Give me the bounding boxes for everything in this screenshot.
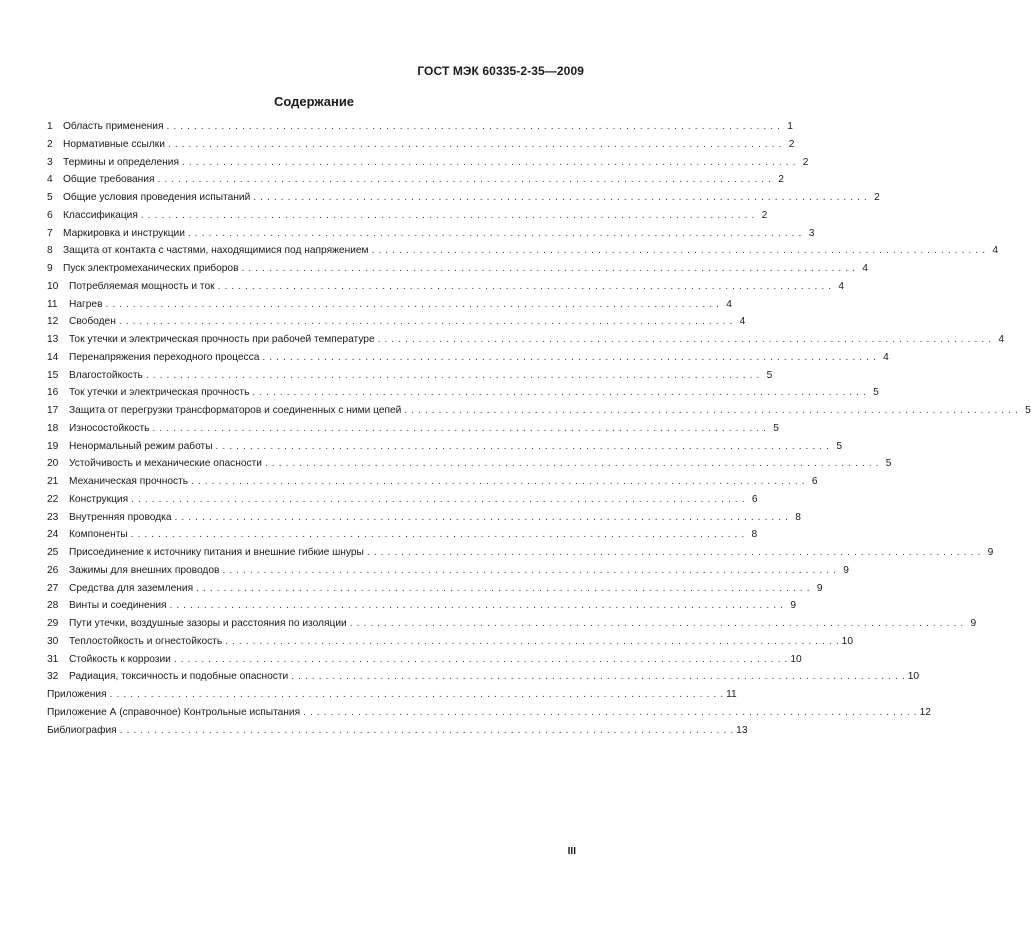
toc-entry-label: Свободен: [69, 316, 116, 328]
toc-entry-number: 21: [47, 476, 59, 487]
toc-entry-page: 10: [790, 653, 802, 665]
toc-dot-leader: [367, 547, 980, 558]
toc-dot-leader: [265, 458, 878, 469]
toc-entry-page: 5: [885, 458, 892, 470]
toc-entry-label: Маркировка и инструкции: [63, 227, 185, 239]
toc-entry-page: 11: [726, 689, 737, 700]
toc-dot-leader: [110, 689, 723, 700]
toc-entry: [47, 316, 746, 334]
toc-entry-number: 27: [47, 582, 59, 594]
toc-entry-label: Влагостойкость: [69, 369, 143, 381]
toc-entry-label: Радиация, токсичность и подобные опасности: [69, 671, 289, 683]
toc-entry: [47, 351, 889, 370]
toc-entry-number: 7: [47, 227, 53, 239]
toc-entry-number: 3: [47, 156, 53, 168]
toc-dot-leader: [119, 316, 732, 327]
toc-entry: [47, 582, 823, 601]
toc-dot-leader: [303, 707, 916, 718]
toc-entry-label: Теплостойкость и огнестойкость: [69, 635, 223, 647]
toc-entry: [47, 618, 977, 636]
toc-entry-label: Компоненты: [69, 529, 128, 541]
toc-entry-number: 28: [47, 600, 59, 612]
toc-entry-number: 25: [47, 547, 59, 558]
toc-entry: [47, 600, 796, 618]
toc-dot-leader: [152, 423, 765, 434]
toc-entry-number: 23: [47, 511, 59, 523]
toc-entry-label: Внутренняя проводка: [69, 511, 172, 523]
toc-entry-page: 2: [761, 209, 768, 221]
toc-dot-leader: [170, 600, 783, 611]
toc-entry: [47, 209, 768, 228]
toc-dot-leader: [191, 476, 804, 487]
toc-entry-page: 3: [808, 227, 815, 239]
toc-dot-leader: [166, 121, 779, 132]
toc-entry-label: Пути утечки, воздушные зазоры и расстояния по изоляции: [69, 618, 347, 629]
toc-entry: [47, 156, 809, 175]
toc-entry-label: Механическая прочность: [69, 476, 189, 487]
toc-dot-leader: [216, 441, 829, 452]
toc-entry-number: 12: [47, 316, 59, 328]
toc-dot-leader: [120, 725, 733, 736]
toc-dot-leader: [242, 263, 855, 274]
toc-entry-page: 5: [766, 369, 773, 381]
toc-entry-number: 14: [47, 351, 59, 363]
toc-entry-page: 1: [787, 121, 793, 132]
toc-entry-number: 31: [47, 653, 59, 665]
toc-entry-number: 4: [47, 174, 53, 186]
toc-entry: [47, 724, 748, 743]
toc-entry: [47, 706, 931, 725]
toc-dot-leader: [141, 210, 754, 221]
toc-entry-number: 17: [47, 405, 59, 416]
toc-entry-label: Защита от контакта с частями, находящимися под напряжением: [63, 245, 369, 257]
toc-entry: [47, 174, 784, 192]
toc-entry: [47, 245, 999, 263]
toc-entry-number: 24: [47, 529, 59, 541]
toc-entry-number: 16: [47, 387, 59, 399]
toc-entry-number: 5: [47, 192, 53, 203]
toc-entry-page: 13: [736, 724, 748, 736]
toc-entry: [47, 263, 868, 281]
toc-entry: [47, 671, 920, 689]
toc-entry-label: Библиография: [47, 724, 117, 736]
toc-dot-leader: [378, 334, 991, 345]
toc-entry-number: 30: [47, 635, 59, 647]
toc-entry-number: 10: [47, 280, 59, 292]
toc-entry: [47, 334, 1005, 352]
toc-entry-label: Присоединение к источнику питания и внешние гибкие шнуры: [69, 547, 364, 558]
toc-entry-label: Устойчивость и механические опасности: [69, 458, 262, 470]
toc-dot-leader: [218, 281, 831, 292]
toc-entry-label: Защита от перегрузки трансформаторов и соединенных с ними цепей: [69, 405, 402, 416]
toc-entry-number: 13: [47, 334, 59, 345]
toc-entry: [47, 635, 853, 654]
toc-entry-label: Зажимы для внешних проводов: [69, 564, 220, 576]
toc-entry-label: Область применения: [63, 121, 164, 132]
toc-dot-leader: [105, 299, 718, 310]
toc-entry-label: Пуск электромеханических приборов: [63, 263, 239, 274]
toc-entry-page: 2: [874, 192, 880, 203]
toc-dot-leader: [131, 529, 744, 540]
toc-entry-number: 11: [47, 298, 58, 310]
table-of-contents: [47, 121, 1031, 742]
toc-entry-label: Конструкция: [69, 493, 129, 505]
page-number: III: [567, 846, 576, 857]
toc-entry-label: Нормативные ссылки: [63, 138, 165, 150]
toc-entry: [47, 422, 779, 441]
toc-entry-number: 20: [47, 458, 59, 470]
toc-entry-label: Средства для заземления: [69, 582, 194, 594]
toc-entry-page: 5: [836, 440, 842, 452]
toc-entry-page: 6: [811, 476, 818, 487]
toc-dot-leader: [168, 139, 781, 150]
toc-dot-leader: [225, 636, 838, 647]
toc-dot-leader: [146, 370, 759, 381]
toc-entry-number: 8: [47, 245, 53, 257]
toc-entry: [47, 564, 849, 583]
toc-entry-number: 1: [47, 121, 53, 132]
toc-dot-leader: [196, 583, 809, 594]
toc-dot-leader: [182, 157, 795, 168]
toc-entry: [47, 405, 1031, 423]
toc-entry-label: Износостойкость: [69, 422, 150, 434]
toc-entry-page: 10: [841, 635, 853, 647]
document-code: ГОСТ МЭК 60335-2-35—2009: [417, 64, 584, 78]
toc-entry: [47, 458, 892, 476]
toc-entry-number: 26: [47, 564, 59, 576]
toc-entry-page: 10: [907, 671, 920, 683]
toc-entry-page: 8: [795, 511, 801, 523]
toc-dot-leader: [158, 174, 771, 185]
toc-entry-label: Перенапряжения переходного процесса: [69, 351, 260, 363]
toc-entry: [47, 387, 879, 405]
toc-entry-number: 19: [47, 440, 59, 452]
toc-dot-leader: [404, 405, 1017, 416]
toc-entry-page: 2: [778, 174, 784, 186]
toc-entry-number: 6: [47, 209, 53, 221]
toc-entry: [47, 121, 793, 139]
toc-entry-label: Винты и соединения: [69, 600, 167, 612]
toc-dot-leader: [253, 192, 866, 203]
toc-entry-number: 22: [47, 493, 59, 505]
toc-entry: [47, 493, 758, 512]
toc-dot-leader: [291, 671, 904, 682]
toc-entry-label: Ток утечки и электрическая прочность: [69, 387, 250, 399]
toc-entry-page: 5: [873, 387, 879, 399]
toc-dot-leader: [131, 494, 744, 505]
toc-entry-page: 9: [843, 564, 849, 576]
toc-entry: [47, 227, 815, 246]
toc-entry-label: Термины и определения: [63, 156, 179, 168]
toc-entry-page: 2: [788, 138, 795, 150]
toc-entry-number: 32: [47, 671, 59, 683]
toc-entry-page: 4: [739, 316, 746, 328]
toc-entry-number: 29: [47, 618, 59, 629]
toc-entry: [47, 369, 773, 388]
toc-entry-label: Потребляемая мощность и ток: [69, 280, 215, 292]
toc-entry-page: 2: [802, 156, 809, 168]
toc-entry-label: Ненормальный режим работы: [69, 440, 213, 452]
toc-entry: [47, 547, 994, 565]
toc-entry-number: 2: [47, 138, 53, 150]
toc-dot-leader: [262, 352, 875, 363]
toc-entry-page: 9: [790, 600, 796, 612]
toc-dot-leader: [222, 565, 835, 576]
toc-entry-page: 9: [816, 582, 823, 594]
toc-entry-page: 4: [726, 298, 732, 310]
toc-entry: [47, 689, 737, 707]
toc-entry: [47, 529, 758, 547]
toc-entry-page: 4: [838, 280, 845, 292]
toc-entry-page: 12: [919, 706, 931, 718]
toc-entry-page: 9: [987, 547, 994, 558]
toc-entry-label: Общие требования: [63, 174, 155, 186]
toc-entry: [47, 511, 801, 530]
toc-title: Содержание: [273, 94, 355, 109]
toc-dot-leader: [252, 387, 865, 398]
toc-entry-page: 4: [998, 334, 1005, 345]
toc-dot-leader: [174, 654, 787, 665]
toc-entry: [47, 440, 842, 459]
toc-entry-label: Общие условия проведения испытаний: [63, 192, 251, 203]
toc-entry-page: 5: [1025, 405, 1031, 416]
toc-entry-label: Стойкость к коррозии: [69, 653, 171, 665]
toc-dot-leader: [188, 228, 801, 239]
toc-dot-leader: [350, 618, 963, 629]
toc-entry: [47, 298, 732, 317]
toc-entry: [47, 192, 880, 210]
toc-entry: [47, 280, 845, 299]
toc-entry-number: 18: [47, 422, 59, 434]
toc-entry-label: Приложение А (справочное) Контрольные испытания: [47, 706, 301, 718]
toc-entry-page: 6: [751, 493, 758, 505]
toc-entry-page: 5: [773, 422, 779, 434]
toc-entry-page: 4: [992, 245, 999, 257]
toc-entry-number: 15: [47, 369, 59, 381]
toc-entry-label: Классификация: [63, 209, 138, 221]
toc-entry-page: 4: [862, 263, 868, 274]
toc-dot-leader: [175, 512, 788, 523]
toc-entry-number: 9: [47, 263, 53, 274]
toc-entry: [47, 653, 802, 672]
toc-entry-page: 4: [883, 351, 889, 363]
toc-entry-page: 8: [751, 529, 758, 541]
toc-entry-label: Нагрев: [69, 298, 103, 310]
toc-entry: [47, 138, 795, 157]
toc-dot-leader: [372, 245, 985, 256]
toc-entry-label: Приложения: [47, 689, 107, 700]
toc-entry-label: Ток утечки и электрическая прочность при рабочей температуре: [69, 334, 375, 345]
toc-entry: [47, 476, 818, 494]
toc-entry-page: 9: [970, 618, 977, 629]
